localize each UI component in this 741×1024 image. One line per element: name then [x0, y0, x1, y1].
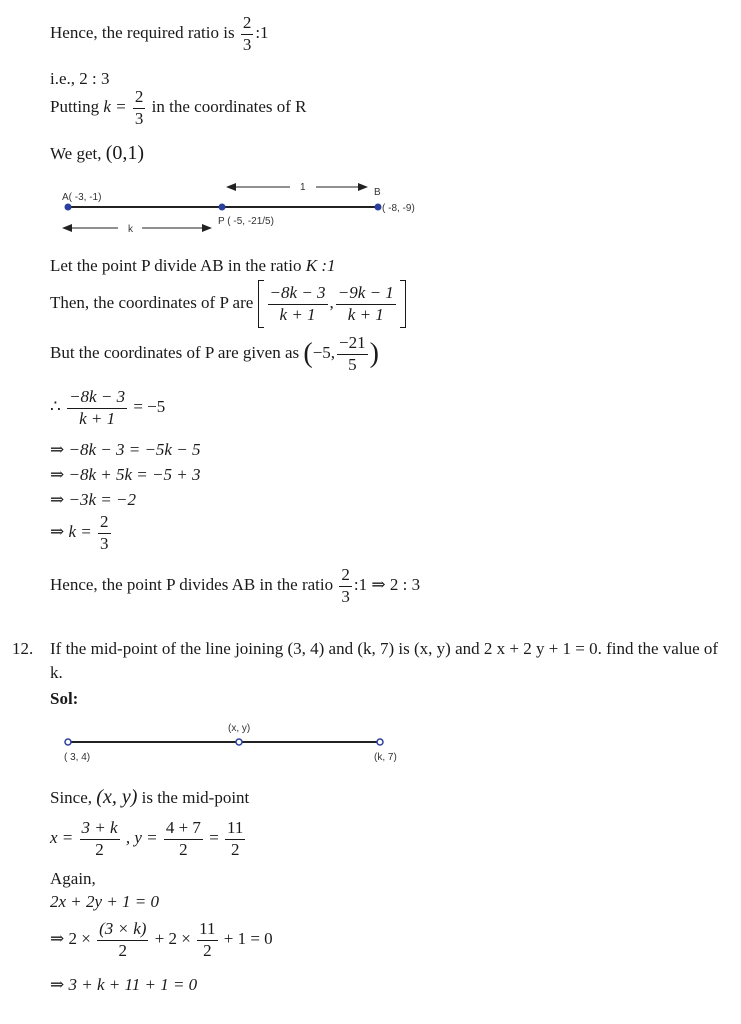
label-left: ( 3, 4)	[64, 752, 91, 763]
label-right: (k, 7)	[374, 752, 397, 763]
eq1-line: ∴ $\frac{-8k - 3}{k + 1}$ = −5	[50, 387, 166, 428]
step1-line: ⇒ −8k − 3 = −5k − 5	[50, 440, 201, 459]
label-k: k	[128, 224, 133, 235]
conclusion-line: Hence, the point P divides AB in the ratio $\frac{2}{3}$ :1 ⇒ 2 : 3	[50, 565, 421, 606]
eq-b-fraction-2: $\frac{11}{2}$	[199, 919, 216, 960]
again-line: Again,	[50, 869, 96, 888]
step3-line: ⇒ −3k = −2	[50, 490, 136, 509]
but-line: But the coordinates of P are given as (−5, $\frac{-21}{5}$ )	[50, 333, 379, 374]
ie-line: i.e., 2 : 3	[50, 69, 110, 88]
y-fraction: $\frac{4 + 7}{2}$	[165, 818, 201, 859]
point-mid	[236, 739, 242, 745]
hence-ratio-line: Hence, the required ratio is $\frac{2}{3}$ :1	[50, 13, 269, 54]
eq1-fraction: $\frac{-8k - 3}{k + 1}$	[69, 387, 126, 428]
then-line: Then, the coordinates of P are $\frac{-8k - 3}{k + 1}$ , $\frac{-9k - 1}{k + 1}$	[50, 280, 406, 328]
weget-line: We get, (0,1)	[50, 142, 145, 164]
point-right	[377, 739, 383, 745]
x-fraction: $\frac{3 + k}{2}$	[81, 818, 118, 859]
given-y-fraction: $\frac{-21}{5}$	[339, 333, 366, 374]
coord-y-fraction: $\frac{-9k - 1}{k + 1}$	[337, 282, 394, 324]
step2-line: ⇒ −8k + 5k = −5 + 3	[50, 465, 201, 484]
sol-label: Sol:	[50, 689, 79, 708]
eq-a-line: 2x + 2y + 1 = 0	[50, 892, 160, 911]
label-a: A( -3, -1)	[62, 192, 102, 203]
putting-line: Putting k = $\frac{2}{3}$ in the coordinates of R	[50, 87, 307, 128]
hence-ratio-text: Hence, the required ratio is	[50, 23, 235, 43]
question-number: 12.	[12, 639, 34, 658]
eq-c-line: ⇒ 3 + k + 11 + 1 = 0	[50, 975, 198, 994]
label-mid: (x, y)	[228, 723, 251, 734]
eq-b-line: ⇒ 2 × $\frac{(3 \times k)}{2}$ + 2 × $\frac{11}{2}$ + 1 = 0	[50, 919, 273, 960]
label-one: 1	[300, 182, 306, 193]
label-p: P ( -5, -21/5)	[218, 216, 274, 227]
step4-fraction: $\frac{2}{3}$	[100, 512, 109, 553]
step4-line: ⇒ k = $\frac{2}{3}$	[50, 512, 109, 553]
conclusion-fraction: $\frac{2}{3}$	[341, 565, 350, 606]
y-result-fraction: $\frac{11}{2}$	[227, 818, 244, 859]
coord-x-fraction: $\frac{-8k - 3}{k + 1}$	[269, 282, 326, 324]
label-b: B	[374, 187, 381, 198]
label-b-coords: ( -8, -9)	[382, 203, 415, 214]
ratio-fraction: $\frac{2}{3}$	[242, 13, 252, 54]
eq-b-fraction: $\frac{(3 \times k)}{2}$	[99, 919, 147, 960]
point-left	[65, 739, 71, 745]
let-line: Let the point P divide AB in the ratio K :1	[50, 256, 336, 275]
putting-fraction: $\frac{2}{3}$	[134, 87, 144, 128]
xy-line: x = $\frac{3 + k}{2}$ , y = $\frac{4 + 7}{2}$ = $\frac{11}{2}$	[50, 818, 244, 859]
since-line: Since, (x, y) is the mid-point	[50, 786, 250, 808]
question-text: If the mid-point of the line joining (3, 4) and (k, 7) is (x, y) and 2 x + 2 y + 1 = 0. find the value of k.	[50, 639, 719, 682]
